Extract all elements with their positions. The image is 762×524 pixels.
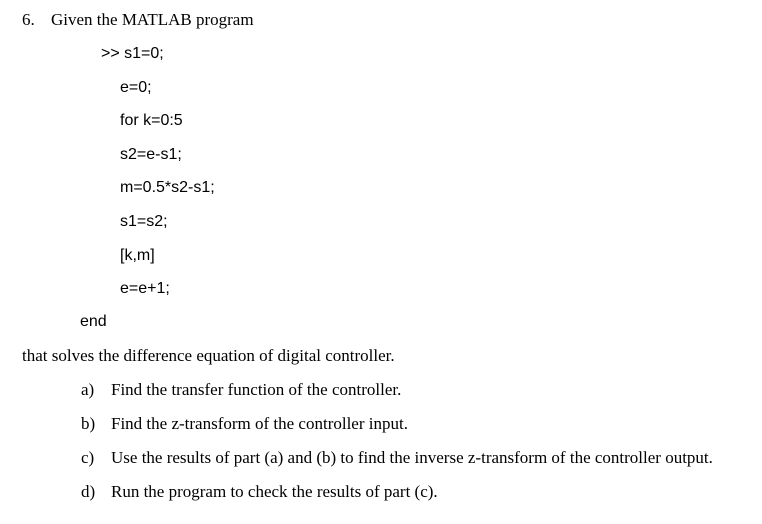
part-label: d) xyxy=(81,482,96,501)
part-text: Run the program to check the results of part (c). xyxy=(111,482,438,501)
code-line: e=e+1; xyxy=(120,280,170,297)
code-line: s1=s2; xyxy=(120,213,168,230)
part-label: c) xyxy=(81,448,95,467)
code-line: e=0; xyxy=(120,79,152,96)
part-label: b) xyxy=(81,414,96,433)
part-text: Use the results of part (a) and (b) to find the inverse z-transform of the controller output. xyxy=(111,448,713,467)
part-label: a) xyxy=(81,380,95,399)
code-line-prompt: >> s1=0; xyxy=(101,45,164,62)
part-text: Find the z-transform of the controller input. xyxy=(111,414,408,433)
code-line: m=0.5*s2-s1; xyxy=(120,179,215,196)
code-line: for k=0:5 xyxy=(120,112,183,129)
question-number: 6. xyxy=(22,10,35,29)
code-line-end: end xyxy=(80,313,107,330)
part-text: Find the transfer function of the controller. xyxy=(111,380,402,399)
code-line: [k,m] xyxy=(120,247,155,264)
question-description: that solves the difference equation of digital controller. xyxy=(22,346,395,365)
question-intro: Given the MATLAB program xyxy=(51,10,254,29)
code-line: s2=e-s1; xyxy=(120,146,182,163)
